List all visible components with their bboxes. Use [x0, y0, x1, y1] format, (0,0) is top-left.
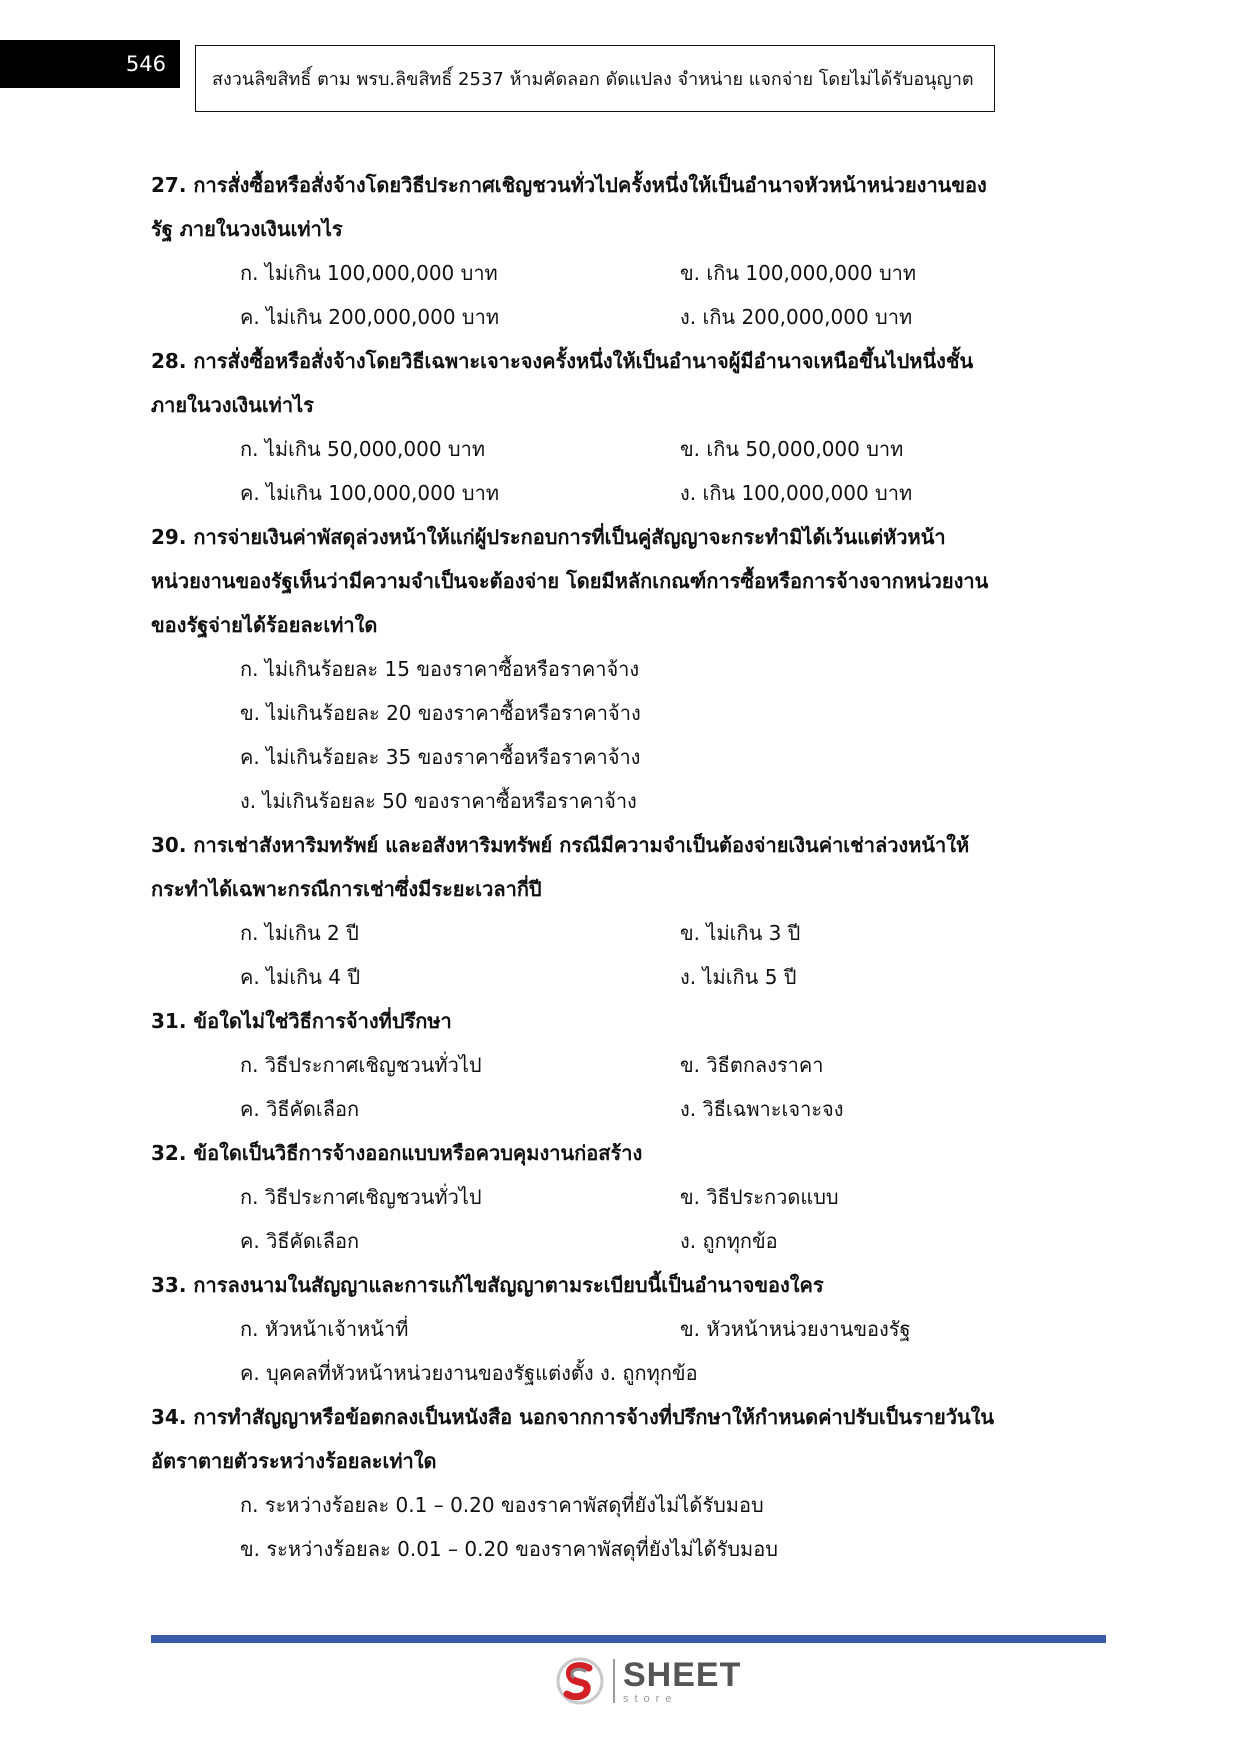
copyright-header	[195, 45, 995, 112]
question-27-line-2: รัฐ ภายในวงเงินเท่าไร	[151, 217, 343, 241]
question-29-option-a: ก. ไม่เกินร้อยละ 15 ของราคาซื้อหรือราคาจ้าง	[240, 657, 640, 681]
question-27-option-b: ข. เกิน 100,000,000 บาท	[680, 261, 917, 285]
question-28-line-2: ภายในวงเงินเท่าไร	[151, 393, 314, 417]
question-30-option-d: ง. ไม่เกิน 5 ปี	[680, 965, 797, 989]
question-32-line-1: 32. ข้อใดเป็นวิธีการจ้างออกแบบหรือควบคุมงานก่อสร้าง	[151, 1141, 643, 1165]
question-28-option-c: ค. ไม่เกิน 100,000,000 บาท	[240, 481, 500, 505]
page-number: 546	[0, 40, 180, 88]
question-33-option-b: ข. หัวหน้าหน่วยงานของรัฐ	[680, 1317, 911, 1341]
question-34-option-a: ก. ระหว่างร้อยละ 0.1 – 0.20 ของราคาพัสดุที่ยังไม่ได้รับมอบ	[240, 1493, 764, 1517]
question-27-option-d: ง. เกิน 200,000,000 บาท	[680, 305, 913, 329]
sheet-store-logo-icon	[555, 1656, 605, 1706]
footer-rule	[151, 1635, 1106, 1643]
question-28-option-d: ง. เกิน 100,000,000 บาท	[680, 481, 913, 505]
question-33-option-a: ก. หัวหน้าเจ้าหน้าที่	[240, 1317, 409, 1341]
question-31-option-d: ง. วิธีเฉพาะเจาะจง	[680, 1097, 844, 1121]
question-29-option-b: ข. ไม่เกินร้อยละ 20 ของราคาซื้อหรือราคาจ้าง	[240, 701, 641, 725]
question-32-option-a: ก. วิธีประกาศเชิญชวนทั่วไป	[240, 1185, 482, 1209]
question-34-option-b: ข. ระหว่างร้อยละ 0.01 – 0.20 ของราคาพัสดุที่ยังไม่ได้รับมอบ	[240, 1537, 778, 1561]
question-30-line-2: กระทำได้เฉพาะกรณีการเช่าซึ่งมีระยะเวลากี่ปี	[151, 877, 542, 901]
question-29-line-3: ของรัฐจ่ายได้ร้อยละเท่าใด	[151, 613, 378, 637]
question-34-line-2: อัตราตายตัวระหว่างร้อยละเท่าใด	[151, 1449, 437, 1473]
sheet-store-logo	[555, 1655, 741, 1707]
logo-separator	[613, 1659, 615, 1703]
question-29-option-c: ค. ไม่เกินร้อยละ 35 ของราคาซื้อหรือราคาจ้าง	[240, 745, 641, 769]
question-33-option-c-d: ค. บุคคลที่หัวหน้าหน่วยงานของรัฐแต่งตั้ง ง. ถูกทุกข้อ	[240, 1361, 698, 1385]
question-27-option-c: ค. ไม่เกิน 200,000,000 บาท	[240, 305, 500, 329]
copyright-text: สงวนลิขสิทธิ์ ตาม พรบ.ลิขสิทธิ์ 2537 ห้ามคัดลอก ดัดแปลง จำหน่าย แจกจ่าย โดยไม่ได้รับอนุญาต	[212, 69, 974, 90]
question-28-option-a: ก. ไม่เกิน 50,000,000 บาท	[240, 437, 486, 461]
question-32-option-b: ข. วิธีประกวดแบบ	[680, 1185, 839, 1209]
question-31-line-1: 31. ข้อใดไม่ใช่วิธีการจ้างที่ปรึกษา	[151, 1009, 452, 1033]
logo-sub: store	[623, 1692, 678, 1705]
question-29-line-1: 29. การจ่ายเงินค่าพัสดุล่วงหน้าให้แก่ผู้ประกอบการที่เป็นคู่สัญญาจะกระทำมิได้เว้นแต่หัวหน้า	[151, 525, 946, 549]
question-30-option-a: ก. ไม่เกิน 2 ปี	[240, 921, 359, 945]
question-33-line-1: 33. การลงนามในสัญญาและการแก้ไขสัญญาตามระเบียบนี้เป็นอำนาจของใคร	[151, 1273, 824, 1297]
question-34-line-1: 34. การทำสัญญาหรือข้อตกลงเป็นหนังสือ นอกจากการจ้างที่ปรึกษาให้กำหนดค่าปรับเป็นรายวันใน	[151, 1405, 995, 1429]
question-28-line-1: 28. การสั่งซื้อหรือสั่งจ้างโดยวิธีเฉพาะเจาะจงครั้งหนึ่งให้เป็นอำนาจผู้มีอำนาจเหนือขึ้นไปหนึ่งชั้น	[151, 349, 974, 373]
question-32-option-c: ค. วิธีคัดเลือก	[240, 1229, 360, 1253]
question-28-option-b: ข. เกิน 50,000,000 บาท	[680, 437, 904, 461]
question-30-option-c: ค. ไม่เกิน 4 ปี	[240, 965, 361, 989]
logo-text	[623, 1655, 742, 1705]
question-29-option-d: ง. ไม่เกินร้อยละ 50 ของราคาซื้อหรือราคาจ้าง	[240, 789, 637, 813]
question-31-option-c: ค. วิธีคัดเลือก	[240, 1097, 360, 1121]
question-30-option-b: ข. ไม่เกิน 3 ปี	[680, 921, 801, 945]
question-31-option-a: ก. วิธีประกาศเชิญชวนทั่วไป	[240, 1053, 482, 1077]
question-31-option-b: ข. วิธีตกลงราคา	[680, 1053, 824, 1077]
question-30-line-1: 30. การเช่าสังหาริมทรัพย์ และอสังหาริมทรัพย์ กรณีมีความจำเป็นต้องจ่ายเงินค่าเช่าล่วงหน้าให้	[151, 833, 970, 857]
logo-word: SHEET	[623, 1655, 742, 1694]
question-27-line-1: 27. การสั่งซื้อหรือสั่งจ้างโดยวิธีประกาศเชิญชวนทั่วไปครั้งหนึ่งให้เป็นอำนาจหัวหน้าหน่วยงานของ	[151, 173, 987, 197]
question-29-line-2: หน่วยงานของรัฐเห็นว่ามีความจำเป็นจะต้องจ่าย โดยมีหลักเกณฑ์การซื้อหรือการจ้างจากหน่วยงาน	[151, 569, 989, 593]
question-32-option-d: ง. ถูกทุกข้อ	[680, 1229, 778, 1253]
question-27-option-a: ก. ไม่เกิน 100,000,000 บาท	[240, 261, 498, 285]
